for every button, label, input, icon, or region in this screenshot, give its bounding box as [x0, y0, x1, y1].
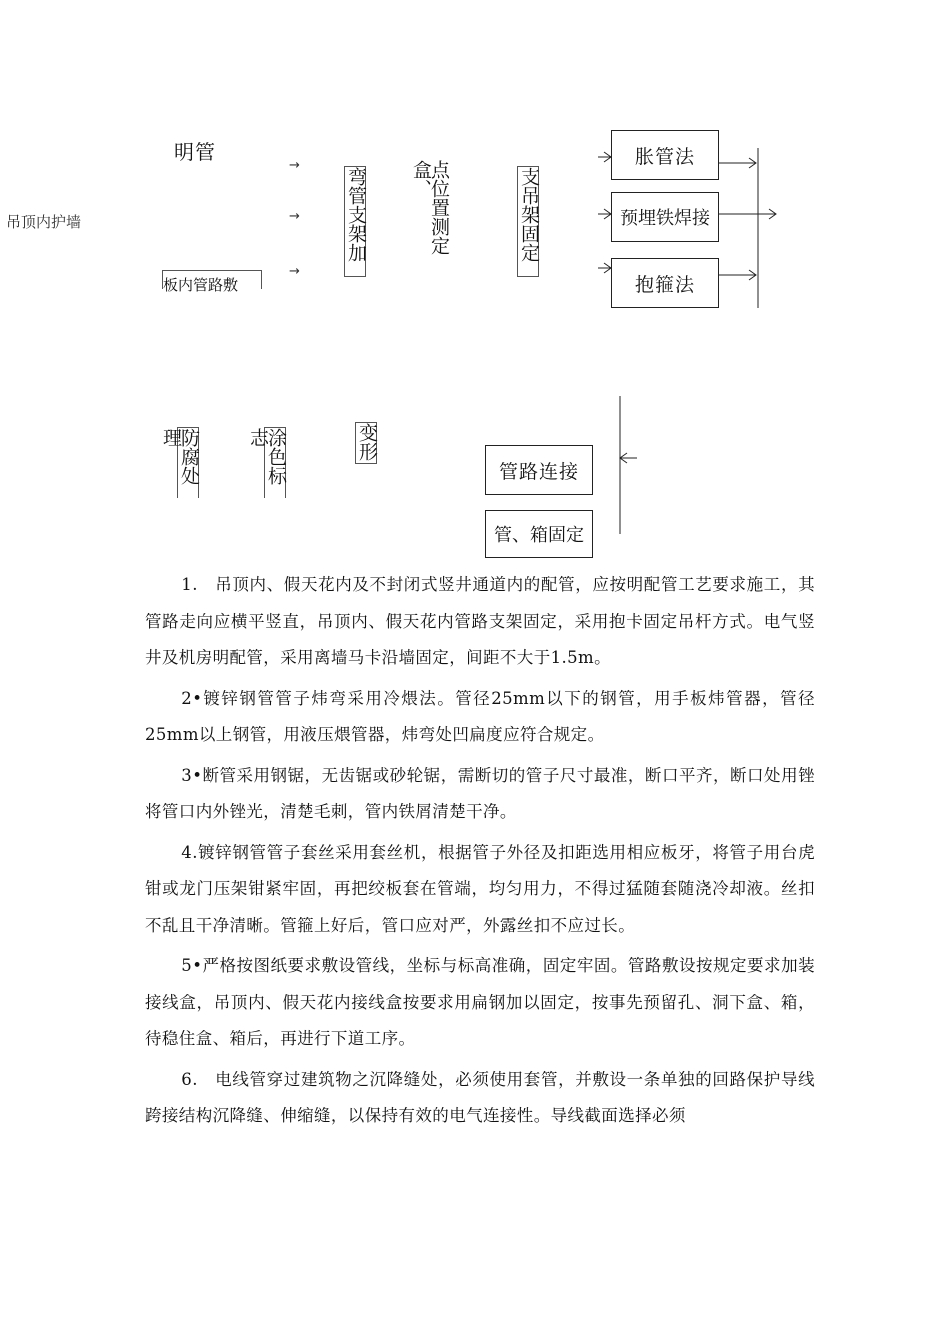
paragraph-2: 2•镀锌钢管管子炜弯采用冷煨法。管径25mm以下的钢管，用手板炜管器，管径25mm以上钢管，用液压煨管器，炜弯处凹扁度应符合规定。: [145, 688, 815, 744]
step-anticorrosion: 防腐处理: [177, 427, 199, 498]
paragraph-1: 1. 吊顶内、假天花内及不封闭式竖井通道内的配管，应按明配管工艺要求施工，其管路走向应横平竖直，吊顶内、假天花内管路支架固定，采用抱卡固定吊杆方式。电气竖井及机房明配管，采用离墙马卡沿墙固定，间距不大于1.5m。: [145, 575, 815, 667]
box-clamp-method: 抱箍法: [611, 258, 719, 308]
step-pipe-bending: 弯管支架加: [344, 166, 366, 277]
label-slab-pipe: 板内管路敷: [162, 270, 262, 289]
paragraph-3: 3•断管采用钢锯，无齿锯或砂轮锯，需断切的管子尺寸最准，断口平齐，断口处用锉将管口内外锉光，清楚毛刺，管内铁屑清楚干净。: [145, 765, 815, 821]
step-position-measure: 点位置测定盒、: [410, 160, 450, 255]
arrow-right-icon: →: [289, 264, 300, 279]
step-hanger-fix: 支吊架固定: [517, 166, 539, 277]
box-expansion-method: 胀管法: [611, 130, 719, 180]
paragraph-6: 6. 电线管穿过建筑物之沉降缝处，必须使用套管，并敷设一条单独的回路保护导线跨接结构沉降缝、伸缩缝，以保持有效的电气连接性。导线截面选择必须: [145, 1069, 815, 1125]
step-deformation: 变形: [355, 422, 377, 464]
body-text: [145, 567, 815, 1139]
label-ceiling-wall: 吊顶内护墙: [6, 213, 82, 231]
arrow-right-icon: →: [289, 158, 300, 173]
label-exposed-pipe: 明管: [174, 140, 216, 164]
step-color-mark: 涂色标志: [264, 427, 286, 498]
process-flowchart: [0, 0, 950, 570]
arrow-right-icon: →: [289, 209, 300, 224]
flowchart-connectors: [0, 0, 950, 570]
paragraph-4: 4.镀锌钢管管子套丝采用套丝机，根据管子外径及扣距选用相应板牙，将管子用台虎钳或龙门压架钳紧牢固，再把绞板套在管端，均匀用力，不得过猛随套随浇冷却液。丝扣不乱且干净清晰。管箍上好后，管口应对严，外露丝扣不应过长。: [145, 842, 815, 935]
box-embedded-weld: 预埋铁焊接: [611, 192, 719, 242]
box-pipe-connection: 管路连接: [485, 445, 593, 495]
box-pipe-box-fix: 管、箱固定: [485, 510, 593, 558]
paragraph-5: 5•严格按图纸要求敷设管线，坐标与标高准确，固定牢固。管路敷设按规定要求加装接线盒，吊顶内、假天花内接线盒按要求用扁钢加以固定，按事先预留孔、洞下盒、箱，待稳住盒、箱后，再进行下道工序。: [145, 956, 815, 1048]
